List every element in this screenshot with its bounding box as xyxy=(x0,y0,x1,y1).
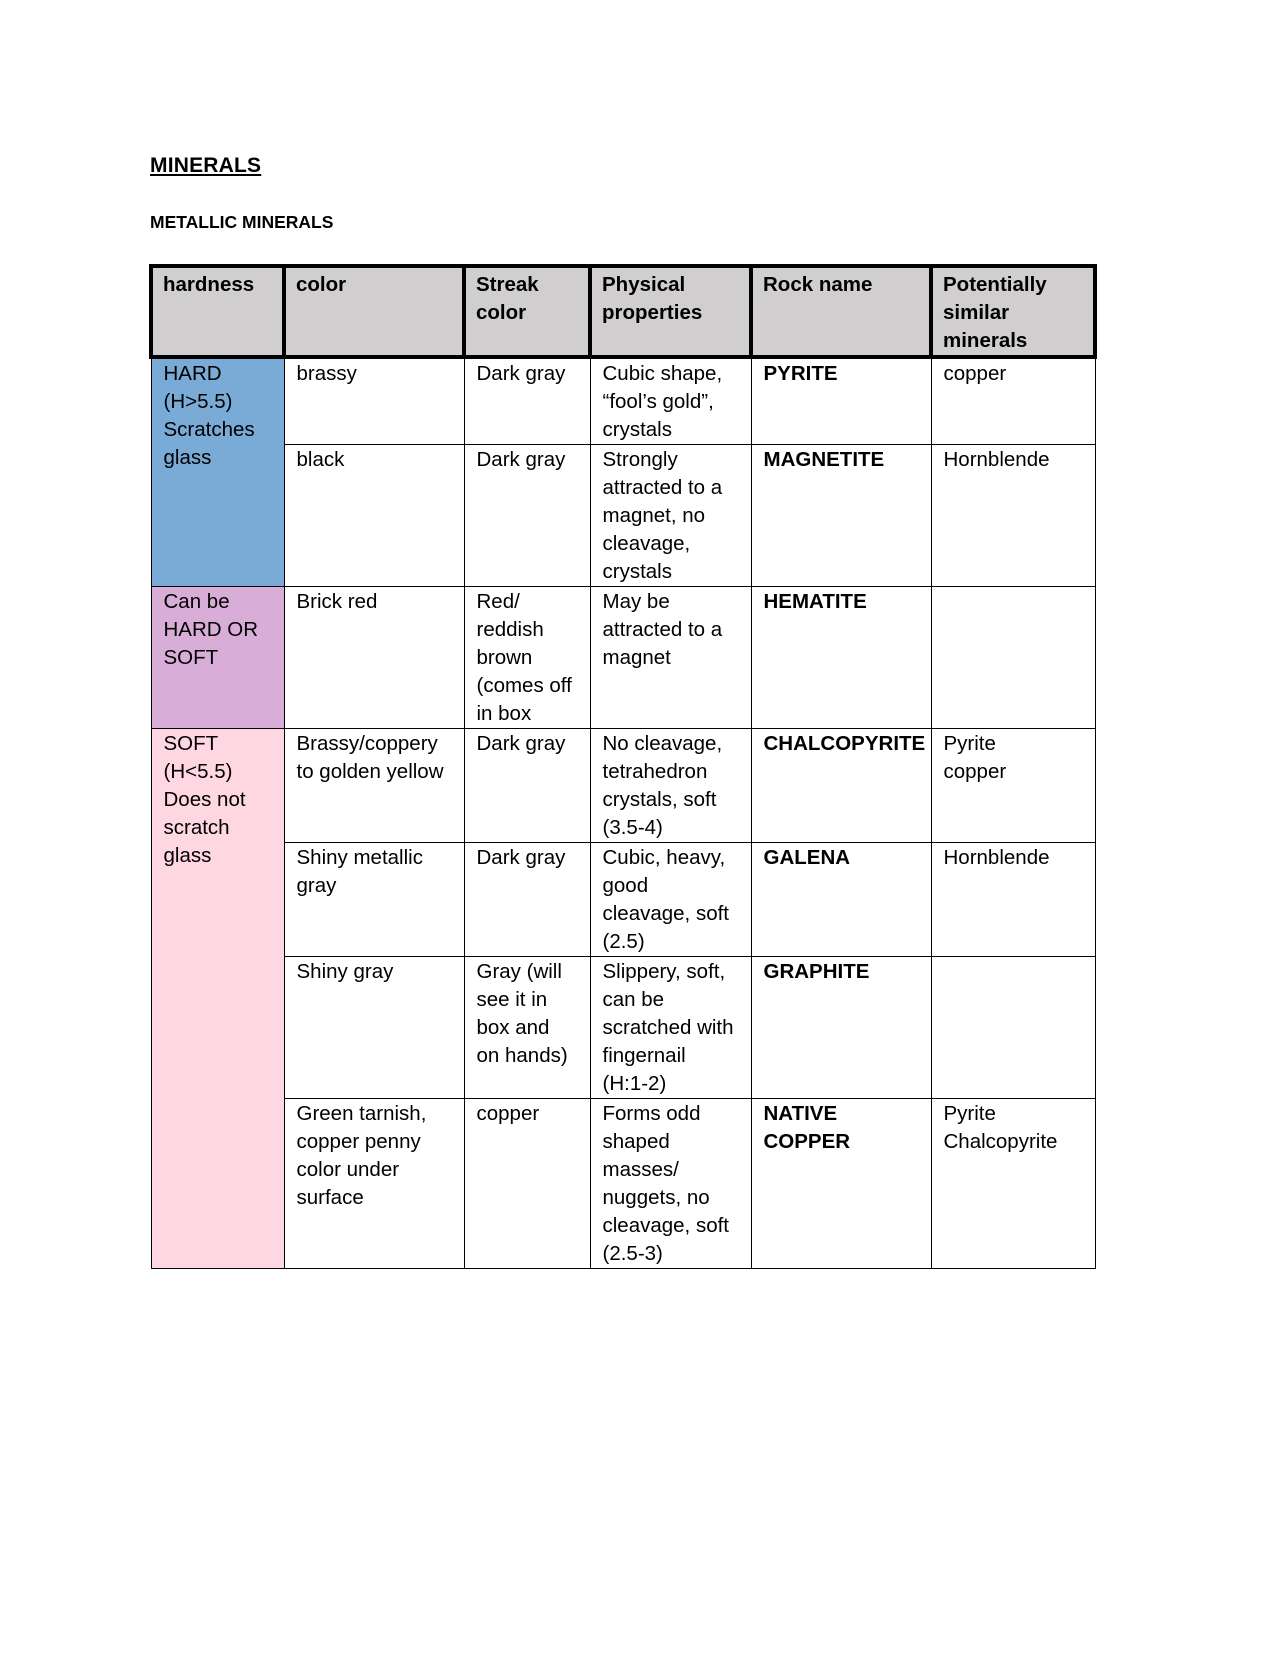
hardness-line: (H>5.5) xyxy=(163,390,233,413)
cell-similar xyxy=(931,1099,1095,1269)
cell-line: gray xyxy=(296,874,337,897)
cell-similar xyxy=(931,729,1095,843)
header-similar-line: minerals xyxy=(943,329,1028,352)
cell-line: (3.5-4) xyxy=(602,816,663,839)
cell-line: Red/ xyxy=(476,590,520,613)
cell-line: “fool’s gold”, xyxy=(602,390,714,413)
cell-line: on hands) xyxy=(476,1044,568,1067)
cell-line: Strongly xyxy=(602,448,678,471)
cell-line: Pyrite xyxy=(943,1102,996,1125)
cell-line: copper xyxy=(943,362,1007,385)
cell-rock-name: HEMATITE xyxy=(751,587,931,729)
cell-line: (H:1-2) xyxy=(602,1072,667,1095)
cell-line: May be xyxy=(602,590,670,613)
cell-line: Forms odd xyxy=(602,1102,701,1125)
hardness-line: scratch xyxy=(163,816,230,839)
header-streak-line: color xyxy=(476,301,527,324)
cell-line: cleavage, soft xyxy=(602,1214,729,1237)
cell-line: scratched with xyxy=(602,1016,734,1039)
header-similar-line: Potentially xyxy=(943,273,1047,296)
cell-line: crystals xyxy=(602,560,672,583)
header-similar-line: similar xyxy=(943,301,1010,324)
header-similar-minerals xyxy=(931,266,1095,357)
cell-line: Dark gray xyxy=(476,362,566,385)
cell-line: Brassy/coppery xyxy=(296,732,438,755)
hardness-group-both xyxy=(151,587,284,729)
cell-line: Hornblende xyxy=(943,846,1050,869)
cell-line: Pyrite xyxy=(943,732,996,755)
cell-line: attracted to a xyxy=(602,618,723,641)
table-row xyxy=(151,587,1095,729)
cell-similar xyxy=(931,843,1095,957)
cell-color xyxy=(284,1099,464,1269)
table-row xyxy=(151,445,1095,587)
cell-line: Cubic, heavy, xyxy=(602,846,726,869)
cell-line: surface xyxy=(296,1186,364,1209)
cell-physical xyxy=(590,843,751,957)
cell-color xyxy=(284,957,464,1099)
cell-line: fingernail xyxy=(602,1044,686,1067)
header-physical-line: Physical xyxy=(602,273,686,296)
header-physical-properties xyxy=(590,266,751,357)
cell-line: Chalcopyrite xyxy=(943,1130,1058,1153)
cell-line: Cubic shape, xyxy=(602,362,723,385)
page-title: MINERALS xyxy=(150,154,262,177)
cell-line: Green tarnish, xyxy=(296,1102,427,1125)
cell-line: brassy xyxy=(296,362,357,385)
hardness-line: HARD OR xyxy=(163,618,259,641)
cell-line: magnet xyxy=(602,646,671,669)
table-header-row xyxy=(151,266,1095,357)
cell-line: cleavage, soft xyxy=(602,902,729,925)
cell-line: Dark gray xyxy=(476,448,566,471)
cell-line: attracted to a xyxy=(602,476,723,499)
hardness-group-hard xyxy=(151,357,284,587)
cell-rock-name: CHALCOPYRITE xyxy=(751,729,931,843)
hardness-line: Does not xyxy=(163,788,246,811)
cell-line: Shiny gray xyxy=(296,960,394,983)
cell-rock-name: NATIVE COPPER xyxy=(751,1099,931,1269)
cell-line: in box xyxy=(476,702,532,725)
cell-line: No cleavage, xyxy=(602,732,723,755)
cell-streak xyxy=(464,445,590,587)
cell-line: box and xyxy=(476,1016,550,1039)
cell-rock-name: MAGNETITE xyxy=(751,445,931,587)
cell-line: copper xyxy=(943,760,1007,783)
table-row xyxy=(151,957,1095,1099)
header-streak-line: Streak xyxy=(476,273,539,296)
cell-line: Hornblende xyxy=(943,448,1050,471)
hardness-line: glass xyxy=(163,844,212,867)
cell-color xyxy=(284,729,464,843)
cell-streak xyxy=(464,729,590,843)
cell-line: crystals xyxy=(602,418,672,441)
cell-line: (2.5) xyxy=(602,930,645,953)
cell-line: magnet, no xyxy=(602,504,706,527)
header-color: color xyxy=(284,266,464,357)
cell-line: brown xyxy=(476,646,533,669)
cell-line: Shiny metallic xyxy=(296,846,423,869)
header-physical-line: properties xyxy=(602,301,703,324)
cell-line: Gray (will xyxy=(476,960,562,983)
cell-line: Brick red xyxy=(296,590,378,613)
cell-line: tetrahedron xyxy=(602,760,708,783)
cell-color xyxy=(284,843,464,957)
cell-line: crystals, soft xyxy=(602,788,717,811)
cell-line: reddish xyxy=(476,618,544,641)
cell-line: shaped xyxy=(602,1130,670,1153)
table-row xyxy=(151,729,1095,843)
cell-line: (2.5-3) xyxy=(602,1242,663,1265)
header-hardness: hardness xyxy=(151,266,284,357)
cell-line: Slippery, soft, xyxy=(602,960,726,983)
cell-line: masses/ xyxy=(602,1158,679,1181)
cell-color xyxy=(284,587,464,729)
cell-physical xyxy=(590,729,751,843)
cell-line: cleavage, xyxy=(602,532,691,555)
table-row xyxy=(151,1099,1095,1269)
cell-similar xyxy=(931,957,1095,1099)
hardness-line: Scratches xyxy=(163,418,255,441)
cell-streak xyxy=(464,357,590,445)
hardness-line: SOFT xyxy=(163,646,219,669)
cell-similar xyxy=(931,357,1095,445)
hardness-line: glass xyxy=(163,446,212,469)
cell-color xyxy=(284,357,464,445)
cell-line: black xyxy=(296,448,345,471)
cell-color xyxy=(284,445,464,587)
cell-physical xyxy=(590,445,751,587)
cell-streak xyxy=(464,957,590,1099)
cell-streak xyxy=(464,587,590,729)
cell-line: Dark gray xyxy=(476,732,566,755)
cell-rock-name: PYRITE xyxy=(751,357,931,445)
hardness-line: Can be xyxy=(163,590,230,613)
cell-physical xyxy=(590,957,751,1099)
cell-line: good xyxy=(602,874,649,897)
cell-line: can be xyxy=(602,988,665,1011)
cell-line: copper xyxy=(476,1102,540,1125)
header-rock-name: Rock name xyxy=(751,266,931,357)
cell-line: Dark gray xyxy=(476,846,566,869)
cell-line: color under xyxy=(296,1158,400,1181)
cell-line: see it in xyxy=(476,988,548,1011)
minerals-table xyxy=(149,264,1097,1269)
hardness-line: SOFT xyxy=(163,732,219,755)
cell-physical xyxy=(590,587,751,729)
cell-similar xyxy=(931,587,1095,729)
cell-line: copper penny xyxy=(296,1130,421,1153)
cell-rock-name: GALENA xyxy=(751,843,931,957)
cell-line: (comes off xyxy=(476,674,572,697)
hardness-line: HARD xyxy=(163,362,222,385)
cell-line: to golden yellow xyxy=(296,760,444,783)
cell-physical xyxy=(590,1099,751,1269)
cell-rock-name: GRAPHITE xyxy=(751,957,931,1099)
cell-streak xyxy=(464,1099,590,1269)
hardness-line: (H<5.5) xyxy=(163,760,233,783)
cell-line: nuggets, no xyxy=(602,1186,710,1209)
cell-physical xyxy=(590,357,751,445)
table-row xyxy=(151,357,1095,445)
cell-similar xyxy=(931,445,1095,587)
cell-streak xyxy=(464,843,590,957)
hardness-group-soft xyxy=(151,729,284,1269)
header-streak-color xyxy=(464,266,590,357)
table-row xyxy=(151,843,1095,957)
section-heading: METALLIC MINERALS xyxy=(150,212,334,232)
